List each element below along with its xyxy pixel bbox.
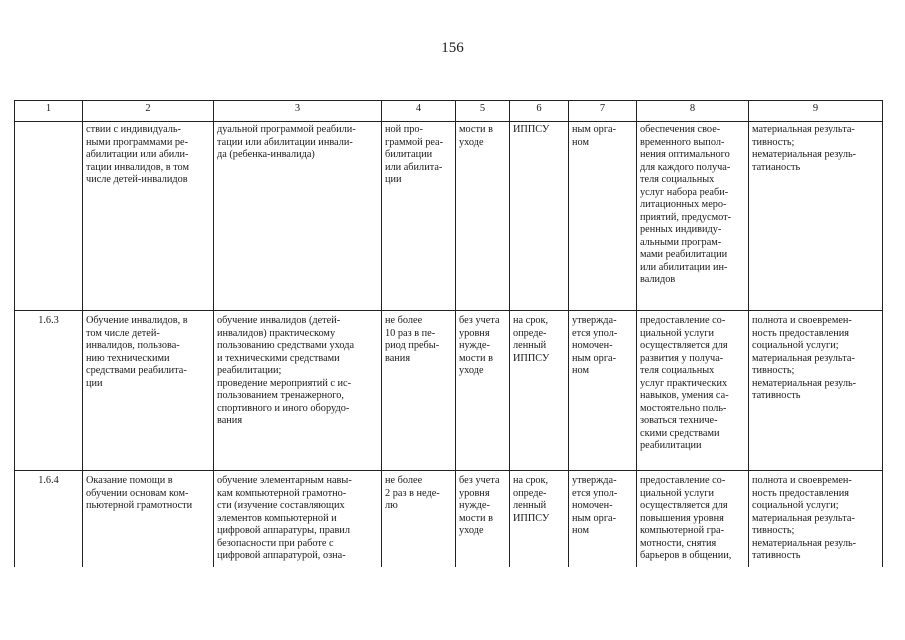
tariff-cell — [569, 311, 637, 471]
term-cell — [510, 471, 569, 568]
header-cell-7: 7 — [569, 101, 637, 122]
cell-text: без учета уровня нужде- мости в уходе — [459, 475, 500, 536]
row-number-cell — [15, 311, 83, 471]
care-need-cell — [456, 311, 510, 471]
page-number: 156 — [441, 40, 464, 56]
table-row — [15, 471, 883, 568]
volume-cell — [382, 311, 456, 471]
header-cell-8: 8 — [637, 101, 749, 122]
care-need-cell — [456, 471, 510, 568]
service-description-cell — [214, 311, 382, 471]
cell-text: полнота и своевремен- ность предоставления социальной услуги; материальная результа- тивность; нематериальная резуль- тативность — [752, 315, 857, 401]
volume-cell — [382, 122, 456, 311]
service-name-cell — [83, 471, 214, 568]
cell-text: 1.6.3 — [38, 315, 59, 326]
cell-text: ствии с индивидуаль- ными программами ре- абилитации или абили- тации инвалидов, в том числе детей-инвалидов — [86, 124, 190, 185]
row-number-cell — [15, 122, 83, 311]
services-table — [14, 100, 883, 567]
cell-text: Обучение инвалидов, в том числе детей- инвалидов, пользова- нию техническими средствами реабилита- ции — [86, 315, 188, 389]
cell-text: обучение элементарным навы- кам компьютерной грамотно- сти (изучение составляющих элементов компьютерной и цифровой аппаратуры, правил безопасности при работе с цифровой аппаратурой, озна- — [217, 475, 352, 561]
cell-text: на срок, опреде- ленный ИППСУ — [513, 475, 550, 524]
cell-text: обеспечения свое- временного выпол- нения оптимального для каждого получа- теля социальных услуг набора реаби- литационных меро- приятий, предусмот- ренных индивиду- альными програм- мами реабилитации или абилитации ин- валидов — [640, 124, 732, 285]
cell-text: утвержда- ется упол- номочен- ным орга- ном — [572, 315, 618, 376]
quality-cell — [749, 471, 883, 568]
cell-text: не более 10 раз в пе- риод пребы- вания — [385, 315, 440, 364]
conditions-cell — [637, 471, 749, 568]
cell-text: на срок, опреде- ленный ИППСУ — [513, 315, 550, 364]
header-cell-9: 9 — [749, 101, 883, 122]
cell-text: материальная результа- тивность; нематериальная резуль- татианость — [752, 124, 857, 173]
cell-text: предоставление со- циальной услуги осуществляется для развития у получа- теля социальных услуг практических навыков, умения са- мостоятельно поль- зоваться техниче- скими средствами реабилитации — [640, 315, 729, 451]
conditions-cell — [637, 122, 749, 311]
header-cell-2: 2 — [83, 101, 214, 122]
header-cell-6: 6 — [510, 101, 569, 122]
header-row — [15, 101, 883, 122]
cell-text: мости в уходе — [459, 124, 493, 148]
header-cell-5: 5 — [456, 101, 510, 122]
header-cell-1: 1 — [15, 101, 83, 122]
conditions-cell — [637, 311, 749, 471]
table-row — [15, 122, 883, 311]
service-name-cell — [83, 311, 214, 471]
cell-text: не более 2 раз в неде- лю — [385, 475, 440, 511]
service-description-cell — [214, 471, 382, 568]
header-cell-3: 3 — [214, 101, 382, 122]
cell-text: ным орга- ном — [572, 124, 617, 148]
quality-cell — [749, 311, 883, 471]
tariff-cell — [569, 122, 637, 311]
term-cell — [510, 311, 569, 471]
service-name-cell — [83, 122, 214, 311]
care-need-cell — [456, 122, 510, 311]
volume-cell — [382, 471, 456, 568]
cell-text: ИППСУ — [513, 124, 550, 135]
cell-text: ной про- граммой реа- билитации или абилита- ции — [385, 124, 444, 185]
cell-text: предоставление со- циальной услуги осуществляется для повышения уровня компьютерной гра- мотности, снятия барьеров в общении, — [640, 475, 732, 561]
cell-text: Оказание помощи в обучении основам ком- пьютерной грамотности — [86, 475, 193, 511]
cell-text: без учета уровня нужде- мости в уходе — [459, 315, 500, 376]
service-description-cell — [214, 122, 382, 311]
header-cell-4: 4 — [382, 101, 456, 122]
tariff-cell — [569, 471, 637, 568]
cell-text: утвержда- ется упол- номочен- ным орга- ном — [572, 475, 618, 536]
row-number-cell — [15, 471, 83, 568]
cell-text: обучение инвалидов (детей- инвалидов) практическому пользованию средствами ухода и техническими средствами реабилитации; проведение мероприятий с ис- пользованием тренажерного, спортивного и иного оборудо- вания — [217, 315, 355, 426]
cell-text: полнота и своевремен- ность предоставления социальной услуги; материальная результа- тивность; нематериальная резуль- тативность — [752, 475, 857, 561]
quality-cell — [749, 122, 883, 311]
table-row — [15, 311, 883, 471]
cell-text: 1.6.4 — [38, 475, 59, 486]
term-cell — [510, 122, 569, 311]
cell-text: дуальной программой реабили- тации или абилитации инвали- да (ребенка-инвалида) — [217, 124, 356, 160]
